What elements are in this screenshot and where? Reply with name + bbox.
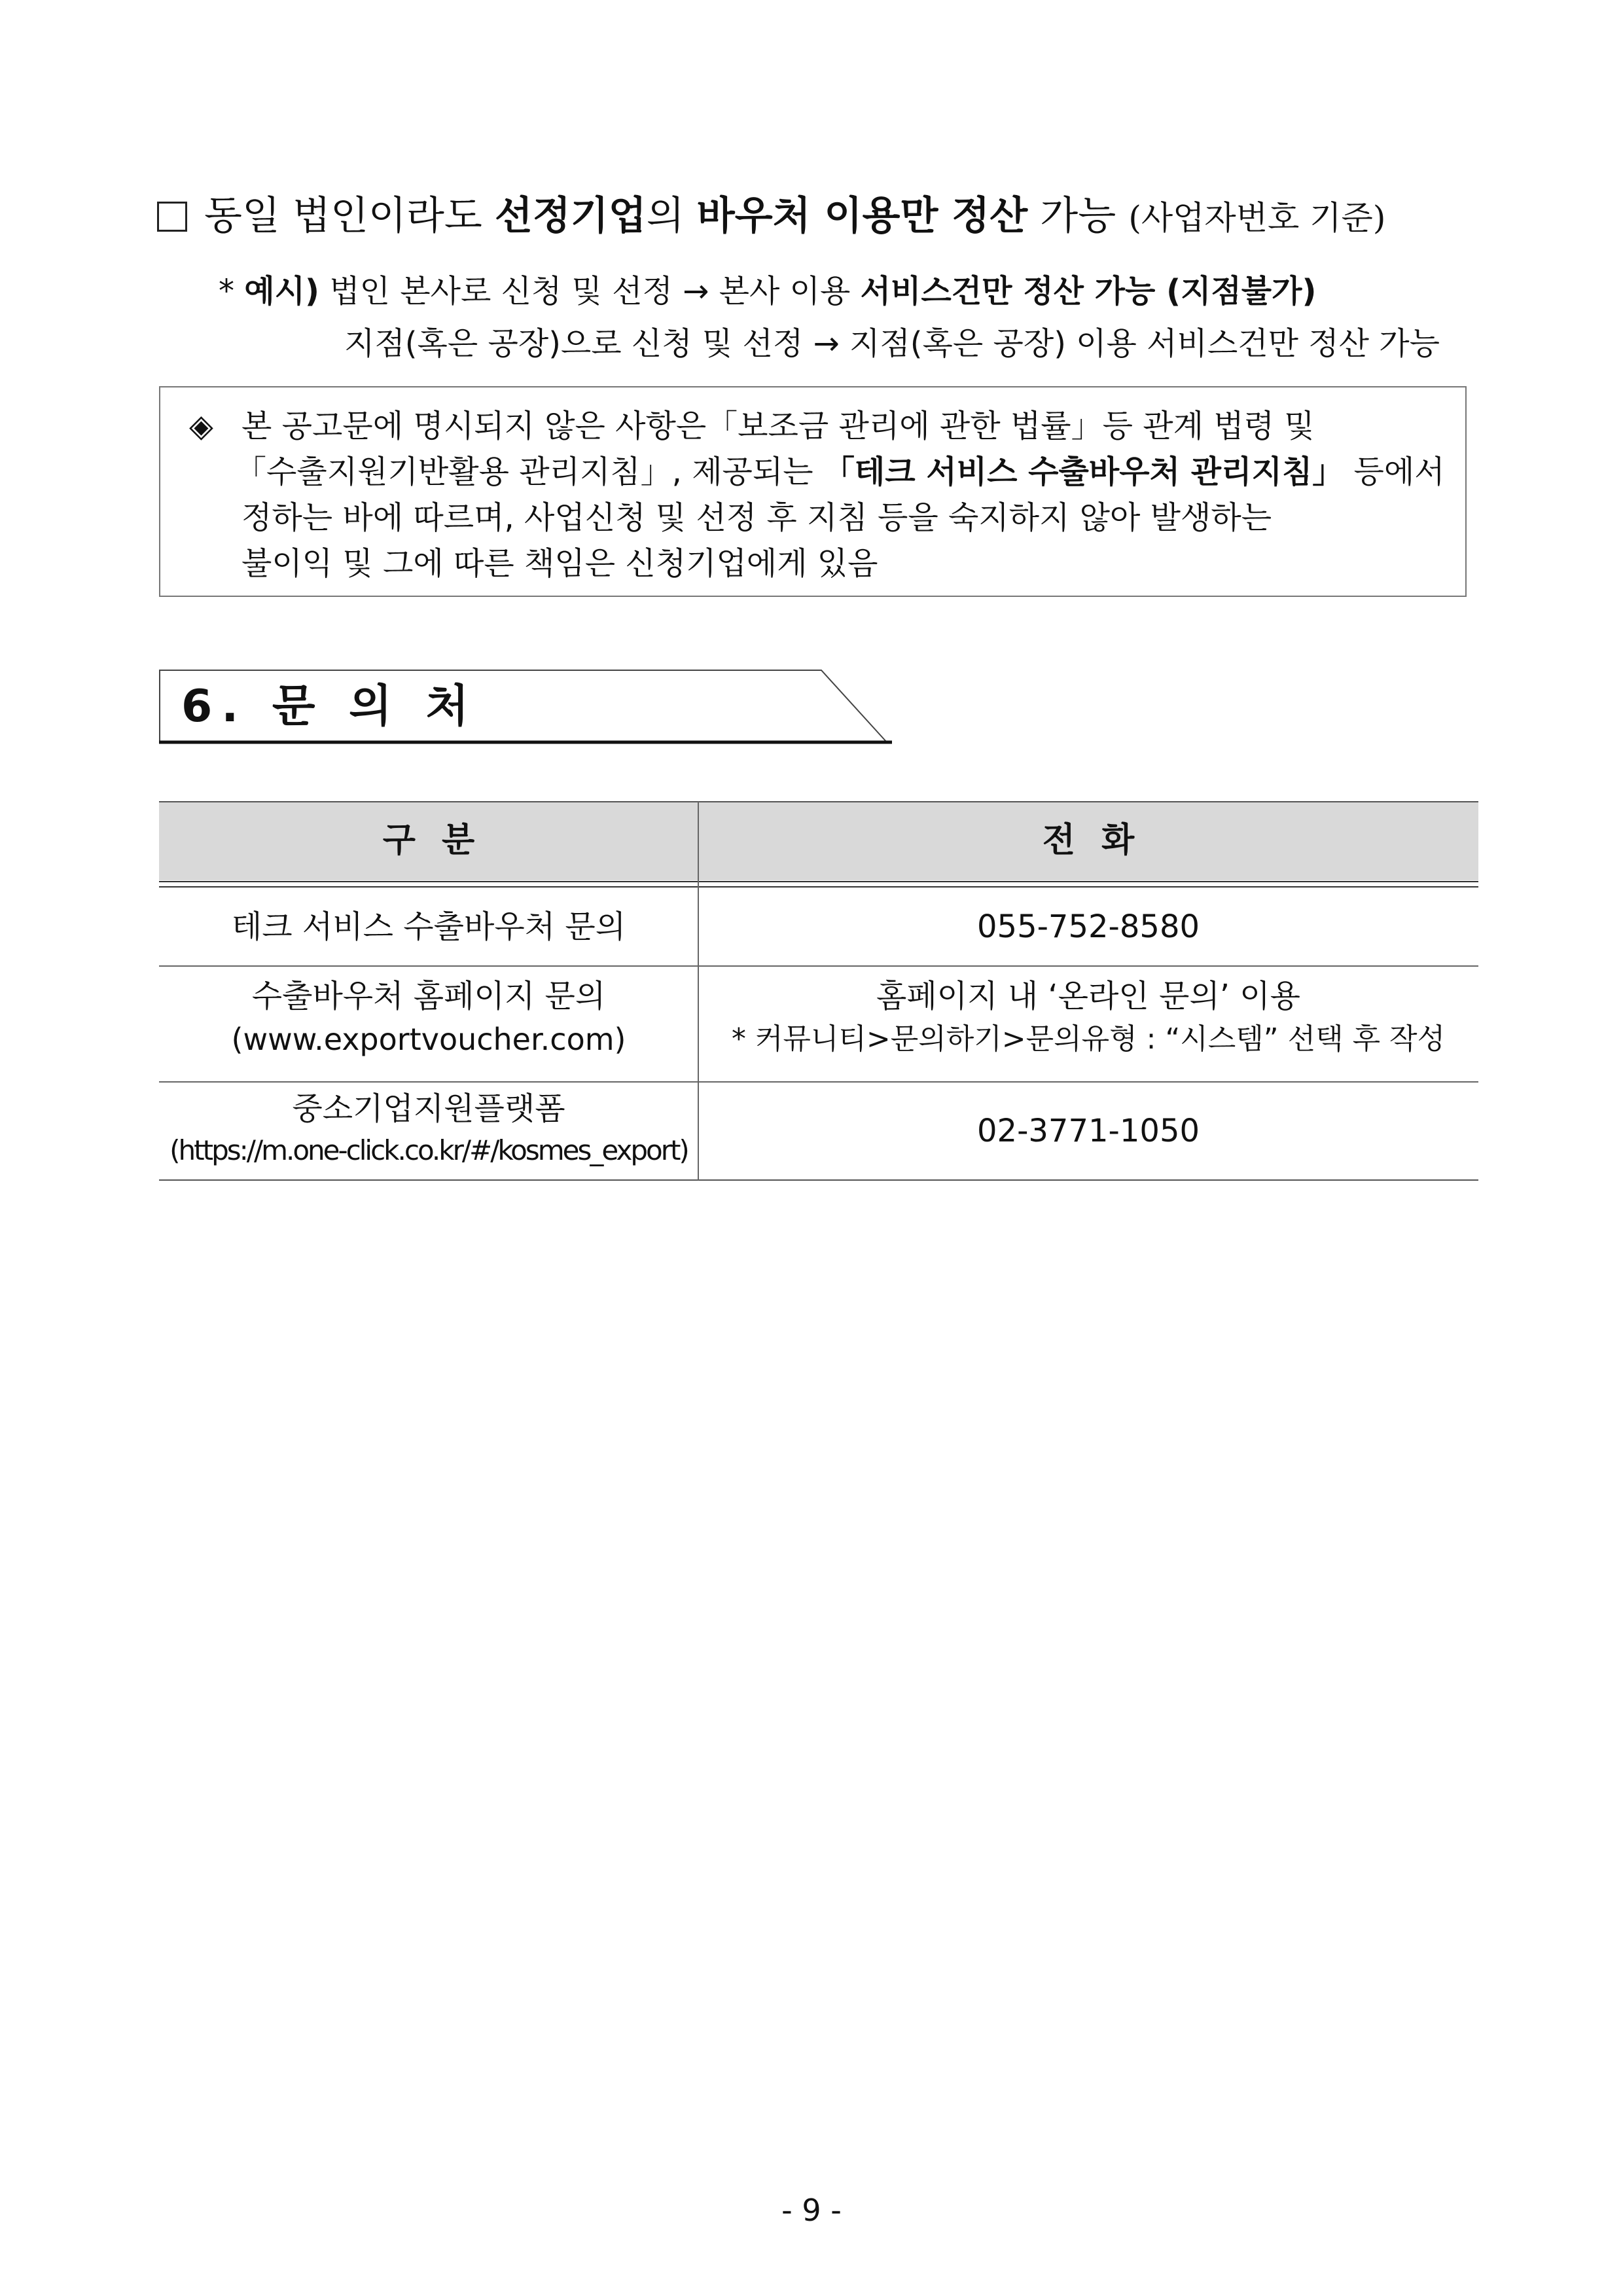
- empty-square-icon: [157, 202, 187, 232]
- notice-box: [159, 386, 1467, 597]
- bullet-note: (사업자번호 기준): [1128, 199, 1386, 237]
- diamond-bullet-icon: ◈: [189, 408, 213, 444]
- notice-line-2: [235, 449, 1445, 495]
- example-text: 법인 본사로 신청 및 선정 → 본사 이용: [319, 273, 861, 310]
- row-3-phone: 02-3771-1050: [976, 1113, 1200, 1149]
- example-line-2: 지점(혹은 공장)으로 신청 및 선정 → 지점(혹은 공장) 이용 서비스건만 정산 가능: [344, 325, 1440, 362]
- section-header: [159, 669, 892, 746]
- notice-line-1: 본 공고문에 명시되지 않은 사항은「보조금 관리에 관한 법률」등 관계 법령 및: [241, 408, 1315, 444]
- page-number: - 9 -: [781, 2193, 842, 2228]
- table-header-category: 구분: [382, 821, 501, 860]
- row-1-phone: 055-752-8580: [976, 908, 1200, 945]
- example-bold-text: 서비스건만 정산 가능 (지점불가): [860, 273, 1317, 310]
- bullet-bold-voucher-settlement: 바우처 이용만 정산: [696, 193, 1028, 239]
- row-2-category: 수출바우처 홈페이지 문의: [251, 978, 606, 1014]
- section-title: 6. 문 의 처: [181, 681, 478, 732]
- example-label: 예시): [244, 273, 319, 310]
- notice-line-2-b: 등에서: [1344, 454, 1445, 490]
- table-header-phone: 전화: [1042, 821, 1161, 860]
- notice-line-3: 정하는 바에 따르며, 사업신청 및 선정 후 지침 등을 숙지하지 않아 발생하는: [241, 499, 1272, 536]
- bullet-statement: [157, 185, 1385, 249]
- row-2-url: (www.exportvoucher.com): [231, 1022, 626, 1057]
- notice-line-2-a: 「수출지원기반활용 관리지침」, 제공되는: [235, 454, 823, 490]
- bullet-text-2: 의: [646, 193, 697, 239]
- bullet-bold-selected-company: 선정기업: [494, 193, 647, 239]
- row-3-category: 중소기업지원플랫폼: [292, 1090, 565, 1127]
- row-2-contact: 홈페이지 내 ‘온라인 문의’ 이용: [876, 978, 1300, 1014]
- bullet-text-1: 동일 법인이라도: [204, 193, 495, 239]
- row-2-contact-note: * 커뮤니티>문의하기>문의유형 : “시스템” 선택 후 작성: [731, 1022, 1446, 1056]
- example-line-1: [219, 265, 1316, 317]
- contact-table: [159, 800, 1478, 1181]
- row-3-url: (https://m.one-click.co.kr/#/kosmes_export): [169, 1134, 688, 1166]
- notice-line-2-bold: 「테크 서비스 수출바우처 관리지침」: [823, 454, 1344, 490]
- notice-line-4: 불이익 및 그에 따른 책임은 신청기업에게 있음: [241, 545, 878, 582]
- row-1-category: 테크 서비스 수출바우처 문의: [231, 908, 626, 945]
- bullet-text-3: 가능: [1027, 193, 1129, 239]
- example-asterisk: *: [219, 273, 245, 310]
